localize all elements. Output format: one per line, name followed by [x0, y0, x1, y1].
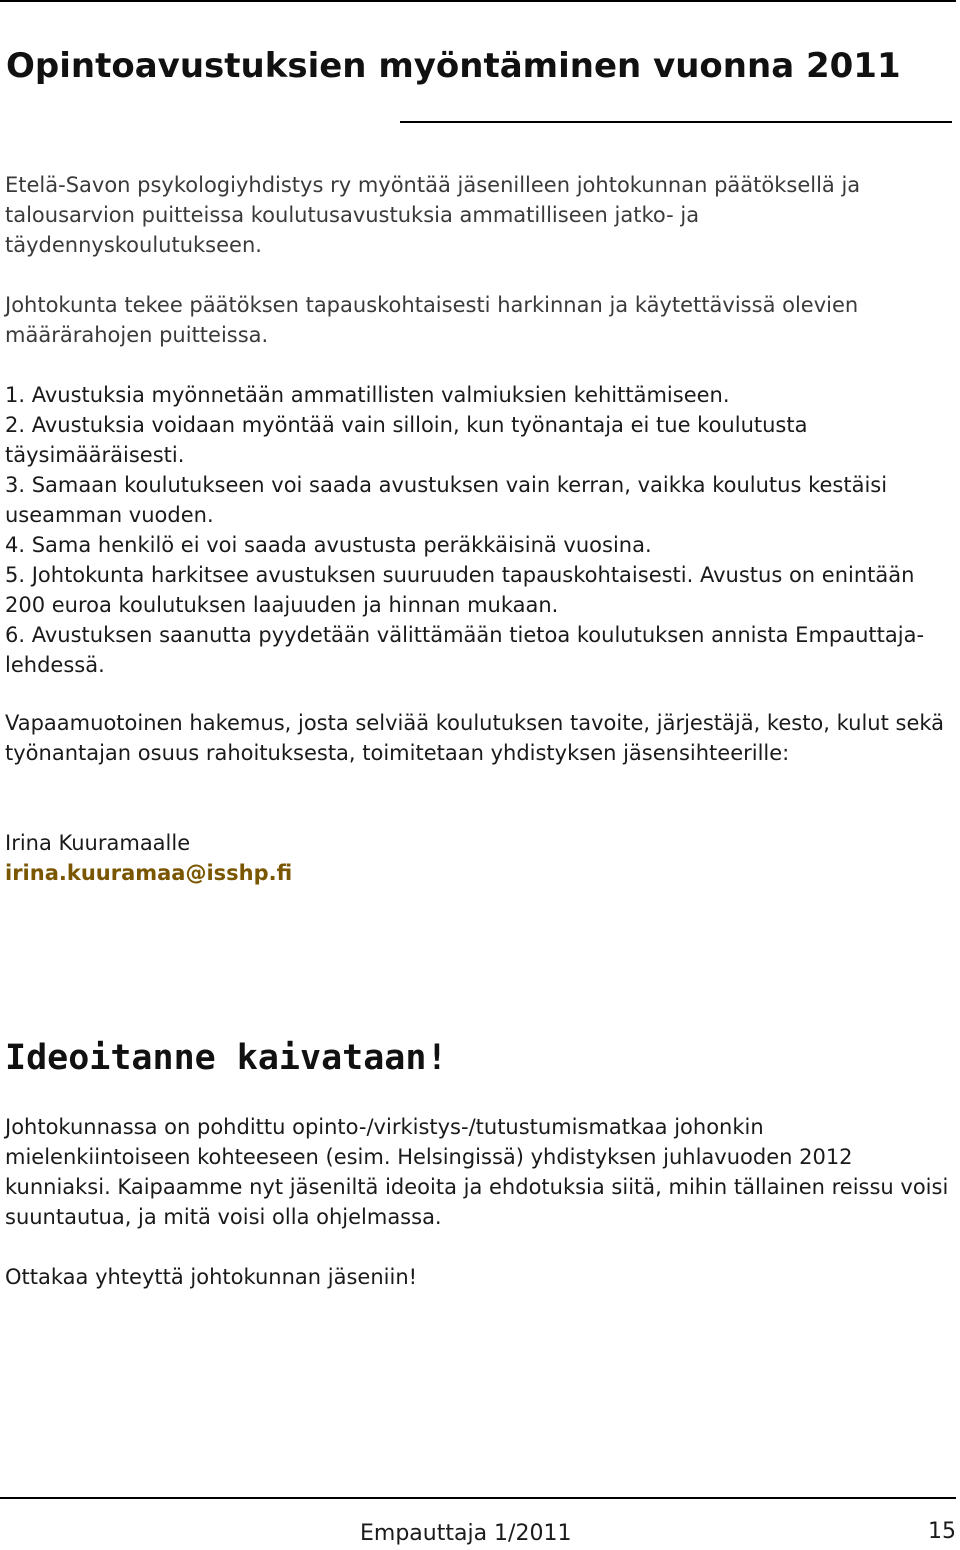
- rule-item: 4. Sama henkilö ei voi saada avustusta peräkkäisinä vuosina.: [5, 533, 652, 557]
- footer-page-number: 15: [928, 1519, 956, 1544]
- contact-email-line: [5, 858, 955, 888]
- intro-paragraph-1: Etelä-Savon psykologiyhdistys ry myöntää jäsenilleen johtokunnan päätöksellä ja talousarvion puitteissa koulutusavustuksia ammatilliseen jatko- ja täydennyskoulutukseen.: [5, 173, 861, 257]
- title-underline: [400, 121, 952, 123]
- rule-item: 3. Samaan koulutukseen voi saada avustuksen vain kerran, vaikka koulutus kestäisi useamman vuoden.: [5, 473, 888, 527]
- top-rule: [0, 0, 956, 2]
- article2-title: Ideoitanne kaivataan!: [5, 1038, 448, 1078]
- footer-publication: Empauttaja 1/2011: [360, 1521, 572, 1546]
- footer-rule: [0, 1497, 956, 1499]
- rule-item: 2. Avustuksia voidaan myöntää vain silloin, kun työnantaja ei tue koulutusta täysimääräisesti.: [5, 413, 808, 467]
- application-paragraph: Vapaamuotoinen hakemus, josta selviää koulutuksen tavoite, järjestäjä, kesto, kulut sekä työnantajan osuus rahoituksesta, toimitetaan yhdistyksen jäsensihteerille:: [5, 711, 945, 765]
- article-title: Opintoavustuksien myöntäminen vuonna 2011: [6, 46, 901, 86]
- rule-item: 5. Johtokunta harkitsee avustuksen suuruuden tapauskohtaisesti. Avustus on enintään 200 euroa koulutuksen laajuuden ja hinnan mukaan.: [5, 563, 915, 617]
- article2-closing: Ottakaa yhteyttä johtokunnan jäseniin!: [5, 1265, 418, 1289]
- intro-paragraph-2: Johtokunta tekee päätöksen tapauskohtaisesti harkinnan ja käytettävissä olevien määrärahojen puitteissa.: [5, 293, 859, 347]
- rule-item: 6. Avustuksen saanutta pyydetään välittämään tietoa koulutuksen annista Empauttaja-lehdessä.: [5, 623, 925, 677]
- contact-name: Irina Kuuramaalle: [5, 831, 191, 855]
- contact-email-link[interactable]: irina.kuuramaa@isshp.fi: [5, 861, 293, 885]
- rule-item: 1. Avustuksia myönnetään ammatillisten valmiuksien kehittämiseen.: [5, 383, 730, 407]
- rules-list: [5, 380, 955, 680]
- article2-paragraph: Johtokunnassa on pohdittu opinto-/virkistys-/tutustumismatkaa johonkin mielenkiintoiseen kohteeseen (esim. Helsingissä) yhdistyksen juhlavuoden 2012 kunniaksi. Kaipaamme nyt jäseniltä ideoita ja ehdotuksia siitä, mihin tällainen reissu voisi suuntautua, ja mitä voisi olla ohjelmassa.: [5, 1115, 949, 1229]
